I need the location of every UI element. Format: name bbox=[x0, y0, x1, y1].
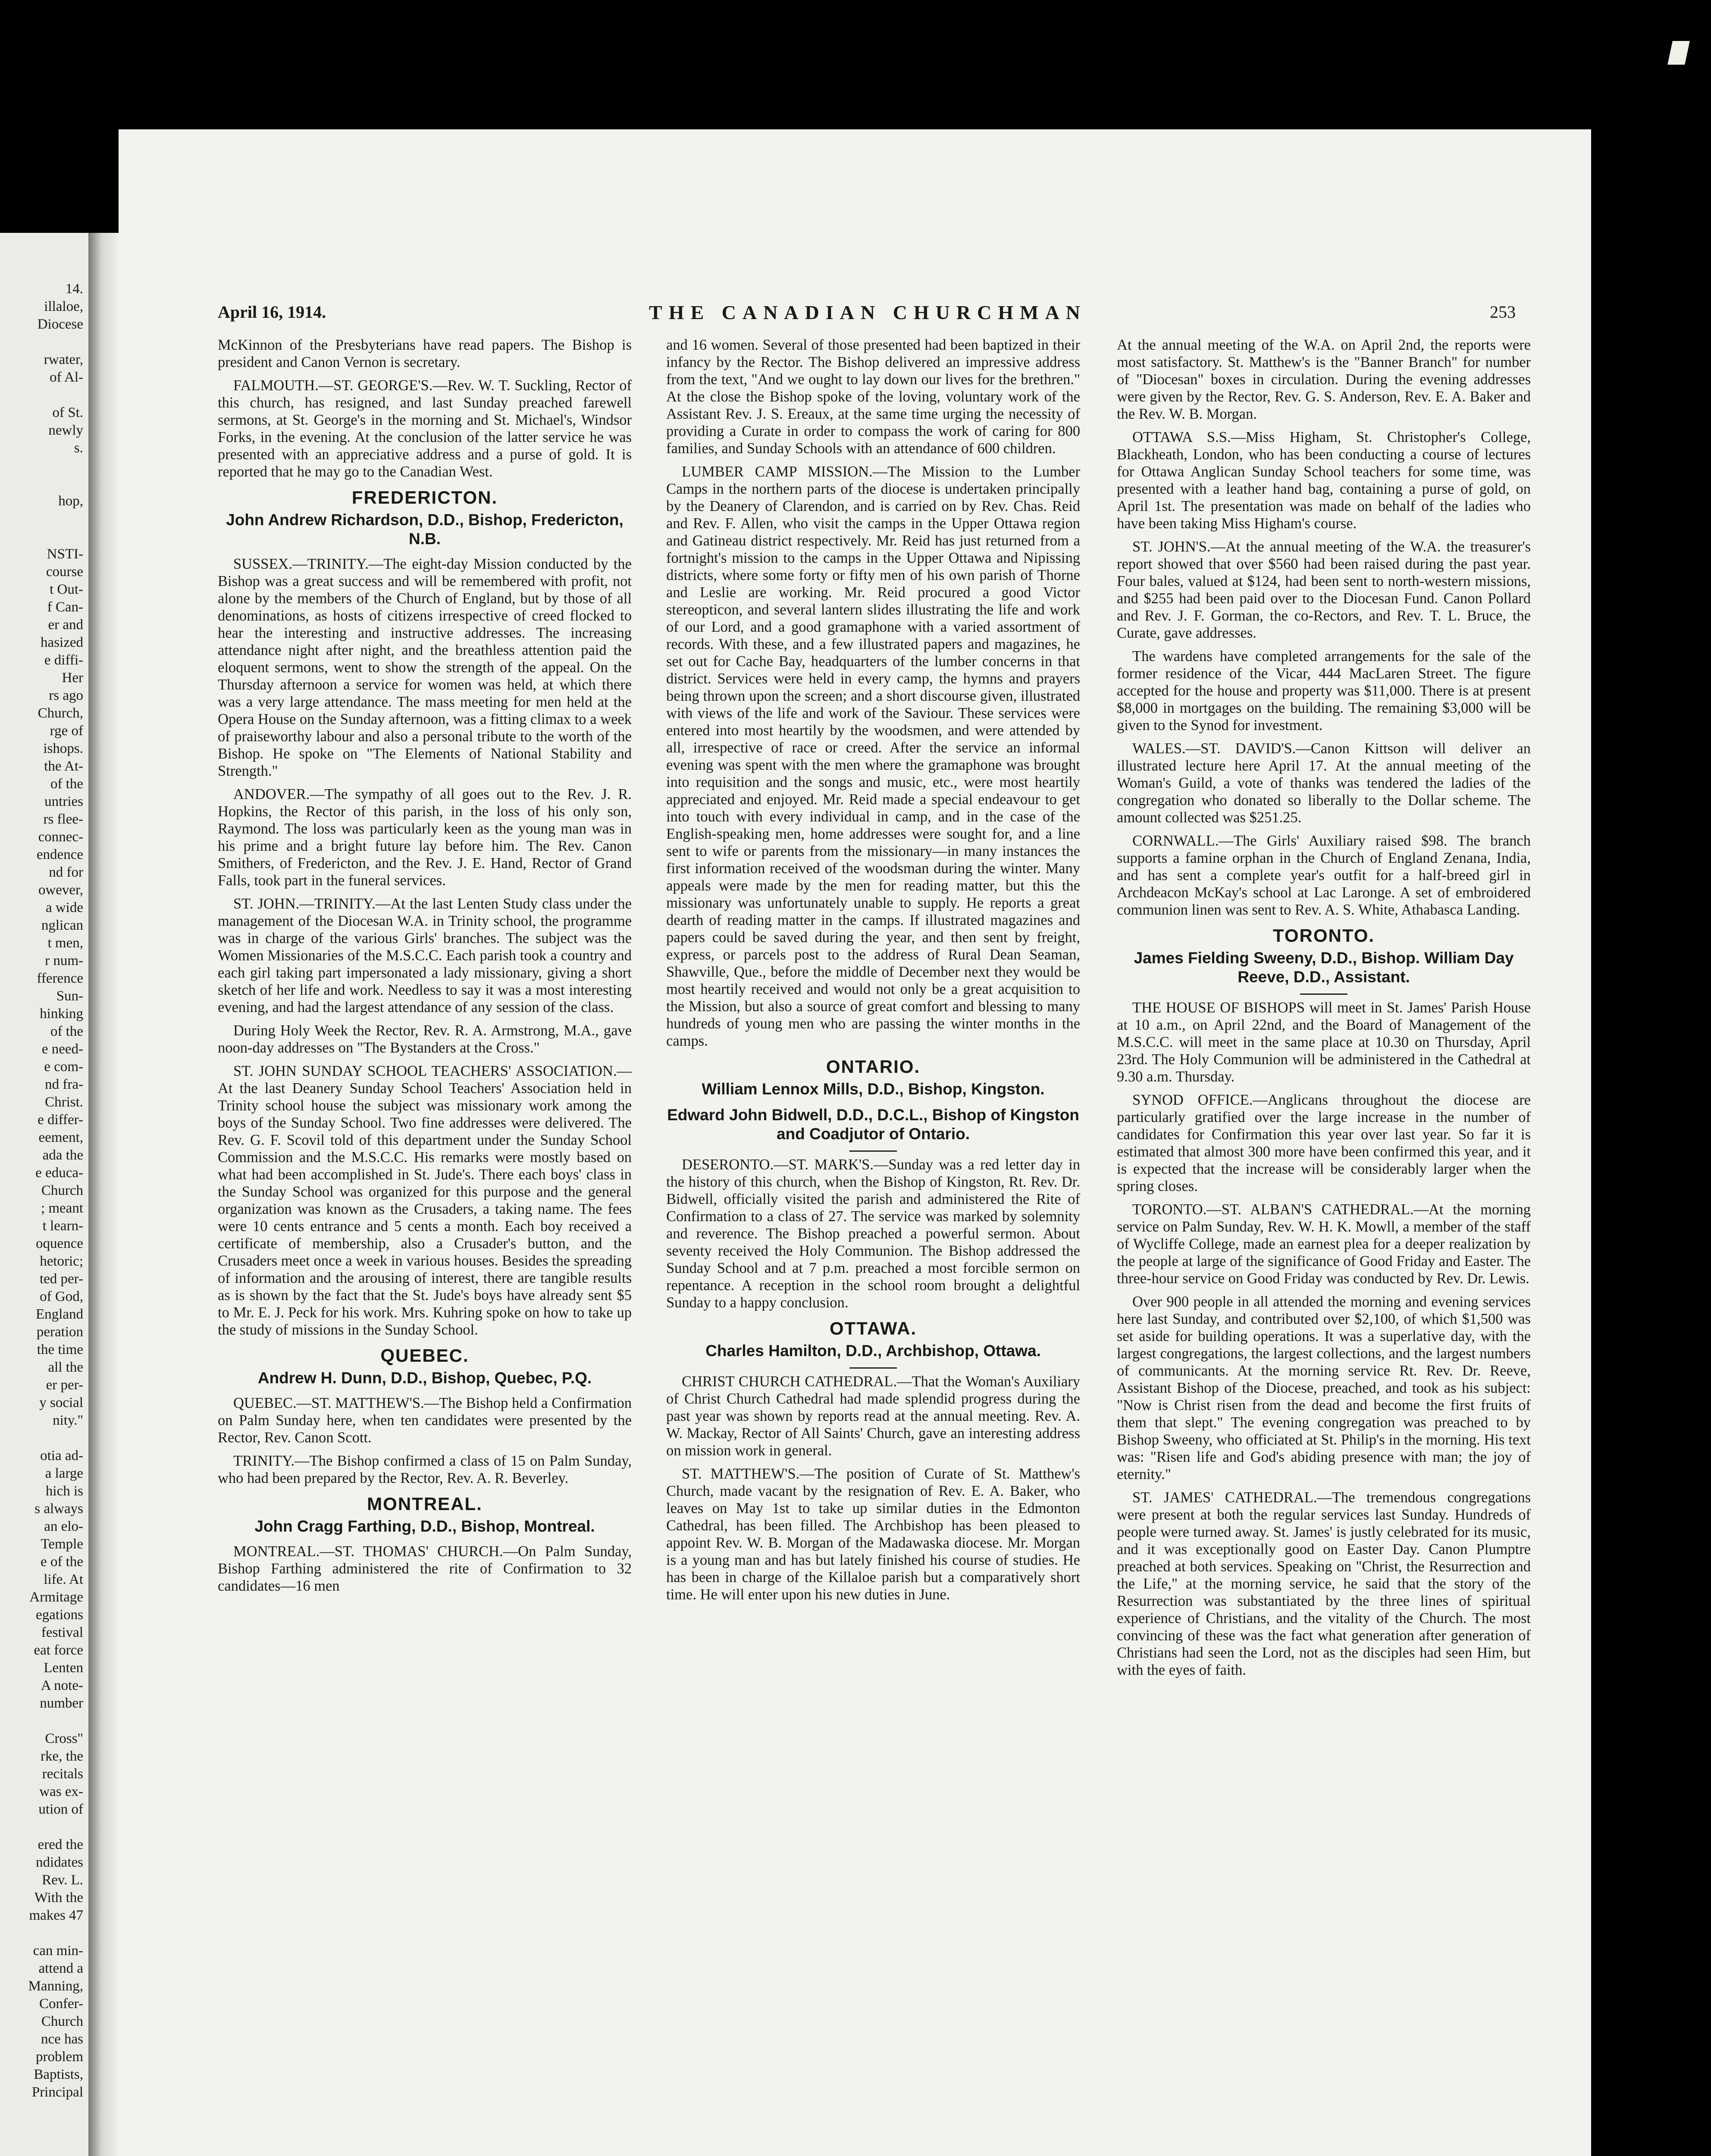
paragraph: QUEBEC.—ST. MATTHEW'S.—The Bishop held a Confirmation on Palm Sunday here, when ten candidates were presented by the Rector, Rev. Canon Scott. bbox=[218, 1395, 632, 1446]
section-heading-ottawa: OTTAWA. bbox=[829, 1318, 917, 1338]
paragraph: THE HOUSE OF BISHOPS will meet in St. James' Parish House at 10 a.m., on April 22nd, and the Board of Management of the M.S.C.C. will meet in the same place at 10.30 on Thursday, April 23rd. The Holy Communion will be administered in the Cathedral at 9.30 a.m. Thursday. bbox=[1117, 1000, 1531, 1085]
section-heading-ontario: ONTARIO. bbox=[826, 1056, 921, 1077]
paragraph: ANDOVER.—The sympathy of all goes out to the Rev. J. R. Hopkins, the Rector of this parish, in the loss of his only son, Raymond. The loss was particularly keen as the young man was in his prime and a bright future lay before him. The Rev. Canon Smithers, of Fredericton, and the Rev. J. E. Hand, Rector of Grand Falls, took part in the funeral services. bbox=[218, 786, 632, 889]
paragraph: LUMBER CAMP MISSION.—The Mission to the Lumber Camps in the northern parts of the diocese is undertaken principally by the Deanery of Clarendon, and is carried on by Rev. Chas. Reid and Rev. F. Allen, who visit the camps in the Upper Ottawa region and Gatineau district respectively. Mr. Reid has just returned from a fortnight's mission to the camps in the Upper Ottawa and Nipissing districts, where some forty or fifty men of his own parish of Thorne and Leslie are working. Mr. Reid procured a good Victor stereopticon, and several lantern slides illustrating the life and work of our Lord, and a good gramaphone with a varied assortment of records. With these, and a few illustrated papers and magazines, he set out for Cache Bay, headquarters of the lumber concerns in that district. Services were held in every camp, the hymns and prayers being thrown upon the screen; and a short discourse given, illustrated with views of the life and work of the Saviour. These services were entered into most heartily by the woodsmen, and were attended by all, irrespective of race or creed. After the service an informal evening was spent with the men where the gramaphone was brought into requisition and the songs and music, etc., were most heartily appreciated and enjoyed. Mr. Reid made a special endeavour to get into touch with every individual in camp, and in the case of the English-speaking men, home addresses were sought for, and a line sent to wife or parents from the missionary—in many instances the first information received of the woodsman during the winter. Many appeals were made by the men for reading matter, but this the missionary was unfortunately unable to supply. He reports a great dearth of reading matter in the camps. If illustrated magazines and papers could be saved during the year, and then sent by freight, express, or parcels post to the address of Rural Dean Seaman, Shawville, Que., before the middle of December next they would be most heartily received and would not only be a great acquisition to the Mission, but also a source of great comfort and blessing to many hundreds of young men who are passing the winter months in the camps. bbox=[666, 464, 1080, 1049]
paragraph: ST. JAMES' CATHEDRAL.—The tremendous congregations were present at both the regular services last Sunday. Hundreds of people were turned away. St. James' is justly celebrated for its music, and it was exceptionally good on Easter Day. Canon Plumptre preached at both services. Speaking on "Christ, the Resurrection and the Life," at the morning service, he said that the story of the Resurrection was substantiated by the three lines of spiritual experience of Christians, and the vitality of the Church. The most convincing of these was the fact what generation after generation of Christians had seen the Lord, not as the disciples had seen Him, but with the eyes of faith. bbox=[1117, 1489, 1531, 1678]
paragraph: MONTREAL.—ST. THOMAS' CHURCH.—On Palm Sunday, Bishop Farthing administered the rite of Confirmation to 32 candidates—16 men bbox=[218, 1543, 632, 1594]
paragraph: TORONTO.—ST. ALBAN'S CATHEDRAL.—At the morning service on Palm Sunday, Rev. W. H. K. Mowll, a member of the staff of Wycliffe College, made an earnest plea for a deeper realization by the people at large of the significance of Good Friday and Easter. The three-hour service on Good Friday was conducted by Rev. Dr. Lewis. bbox=[1117, 1201, 1531, 1287]
paragraph: ST. JOHN SUNDAY SCHOOL TEACHERS' ASSOCIATION.—At the last Deanery Sunday School Teachers' Association held in Trinity school house the subject was missionary work among the boys of the Sunday School. Two fine addresses were delivered. The Rev. G. F. Scovil told of this department under the Sunday School Commission and the M.S.C.C. His remarks were mostly based on what had been accomplished in St. Jude's. There each boys' class in the Sunday School was organized for this purpose and the general organization was known as the Crusaders, a taking name. The fees were 10 cents entrance and 5 cents a month. Each boy received a certificate of membership, also a Crusader's button, and the Crusaders meet once a week in various houses. Besides the spreading of information and the arousing of interest, there are tangible results as is shown by the fact that the St. Jude's boys have already sent $5 to Mr. E. J. Peck for his work. Mrs. Kuhring spoke on how to take up the study of missions in the Sunday School. bbox=[218, 1063, 632, 1338]
bishop-line: James Fielding Sweeny, D.D., Bishop. William Day Reeve, D.D., Assistant. bbox=[1134, 949, 1514, 986]
paragraph: The wardens have completed arrangements for the sale of the former residence of the Vicar, 444 MacLaren Street. The figure accepted for the house and property was $11,000. There is at present $8,000 in mortgages on the building. The remaining $3,000 will be given to the Synod for investment. bbox=[1117, 648, 1531, 733]
paragraph: DESERONTO.—ST. MARK'S.—Sunday was a red letter day in the history of this church, when the Bishop of Kingston, Rt. Rev. Dr. Bidwell, officially visited the parish and administered the Rite of Confirmation to a class of 27. The service was marked by solemnity and reverence. The Bishop preached a powerful sermon. About seventy received the Holy Communion. The Bishop addressed the Sunday School and at 7 p.m. preached a most forcible sermon on repentance. A reception in the school room brought a delightful Sunday to a happy conclusion. bbox=[666, 1156, 1080, 1311]
section-heading-toronto: TORONTO. bbox=[1272, 925, 1375, 946]
bishop-line: William Lennox Mills, D.D., Bishop, Kingston. bbox=[702, 1080, 1045, 1098]
corner-mark bbox=[1667, 41, 1690, 65]
facing-page-text: 14. illaloe, Diocese rwater, of Al- of St. newly s. hop, NSTI- course t Out- f Can- er and hasized e diffi- Her rs ago Church, rge of ishops. the At- of the untries rs flee- connec- endence nd for owever, a wide nglican t men, r num- fference Sun- hinking of the e need- e com- nd fra- Christ. e differ- eement, ada the e educa- Church ; meant t learn- oquence hetoric; ted per- of God, England peration the time all the er per- y social nity." otia ad- a large hich is s always an elo- Temple e of the life. At Armitage egations festival eat force Lenten A note- number Cross" rke, the recitals was ex- ution of ered the ndidates Rev. L. With the makes 47 can min- attend a Manning, Confer- Church nce has problem Baptists, Principal bbox=[28, 281, 83, 2100]
section-heading-quebec: QUEBEC. bbox=[380, 1345, 469, 1366]
paragraph: ST. JOHN'S.—At the annual meeting of the W.A. the treasurer's report showed that over $560 had been raised during the past year. Four bales, valued at $124, had been sent to north-western missions, and $255 had been paid over to the Diocesan Fund. Canon Pollard and Rev. J. F. Gorman, the co-Rectors, and Rev. T. L. Bruce, the Curate, gave addresses. bbox=[1117, 539, 1531, 641]
column-2 bbox=[666, 336, 1080, 1609]
paragraph: ST. MATTHEW'S.—The position of Curate of St. Matthew's Church, made vacant by the resignation of Rev. E. A. Baker, who leaves on May 1st to take up similar duties in the Edmonton Cathedral, has been filled. The Archbishop has been pleased to appoint Rev. W. B. Morgan of the Madawaska diocese. Mr. Morgan is a young man and has but lately finished his course of studies. He has been in charge of the Killaloe parish but a comparatively short time. He will enter upon his new duties in June. bbox=[666, 1466, 1080, 1603]
publication-title: THE CANADIAN CHURCHMAN bbox=[649, 301, 1087, 323]
newspaper-page bbox=[119, 129, 1591, 2156]
bishop-line: Charles Hamilton, D.D., Archbishop, Ottawa. bbox=[705, 1342, 1041, 1360]
column-3 bbox=[1117, 336, 1531, 1685]
page-number: 253 bbox=[1490, 302, 1516, 322]
bishop-line: John Cragg Farthing, D.D., Bishop, Montreal. bbox=[254, 1517, 595, 1535]
page-gutter bbox=[88, 233, 119, 2156]
paragraph: and 16 women. Several of those presented had been baptized in their infancy by the Rector. The Bishop delivered an impressive address from the text, "And we ought to lay down our lives for the brethren." At the close the Bishop spoke of the loving, voluntary work of the Assistant Rev. J. S. Ereaux, at the same time urging the necessity of providing a Curate in order to compass the work of caring for 800 families, and Sunday Schools with an attendance of 600 children. bbox=[666, 337, 1080, 457]
paragraph: During Holy Week the Rector, Rev. R. A. Armstrong, M.A., gave noon-day addresses on "The Bystanders at the Cross." bbox=[218, 1022, 632, 1056]
section-rule bbox=[849, 1367, 897, 1369]
paragraph: TRINITY.—The Bishop confirmed a class of 15 on Palm Sunday, who had been prepared by the Rector, Rev. A. R. Beverley. bbox=[218, 1453, 632, 1486]
paragraph: WALES.—ST. DAVID'S.—Canon Kittson will deliver an illustrated lecture here April 17. At the annual meeting of the Woman's Guild, a vote of thanks was tendered the ladies of the congregation who donated so liberally to the Dollar scheme. The amount collected was $251.25. bbox=[1117, 740, 1531, 826]
paragraph: ST. JOHN.—TRINITY.—At the last Lenten Study class under the management of the Diocesan W.A. in Trinity school, the programme was in charge of the various Girls' branches. The subject was the Women Missionaries of the M.S.C.C. Each parish took a country and each girl taking part impersonated a lady missionary, giving a short sketch of her life and work. Needless to say it was a most interesting evening, and had the largest attendance of any session of the class. bbox=[218, 896, 632, 1015]
bishop-line: Andrew H. Dunn, D.D., Bishop, Quebec, P.Q. bbox=[257, 1369, 592, 1387]
paragraph: At the annual meeting of the W.A. on April 2nd, the reports were most satisfactory. St. Matthew's is the "Banner Branch" for number of "Diocesan" boxes in circulation. During the evening addresses were given by the Rector, Rev. G. S. Anderson, Rev. E. A. Baker and the Rev. W. B. Morgan. bbox=[1117, 337, 1531, 422]
bishop-line: John Andrew Richardson, D.D., Bishop, Fredericton, N.B. bbox=[226, 511, 624, 548]
paragraph: OTTAWA S.S.—Miss Higham, St. Christopher's College, Blackheath, London, who has been conducting a course of lectures for Ottawa Anglican Sunday School teachers for some time, was presented with a leather hand bag, containing a purse of gold, on April 1st. The presentation was made on behalf of the ladies who have been taking Miss Higham's course. bbox=[1117, 429, 1531, 532]
facing-page-strip bbox=[0, 233, 88, 2156]
paragraph: SYNOD OFFICE.—Anglicans throughout the diocese are particularly gratified over the large increase in the number of candidates for Confirmation this year over last year. So far it is estimated that almost 300 more have been confirmed this year, and it is expected that the increase will be considerably larger when the spring closes. bbox=[1117, 1092, 1531, 1194]
section-rule bbox=[849, 1150, 897, 1152]
paragraph: Over 900 people in all attended the morning and evening services here last Sunday, and contributed over $2,100, of which $1,500 was set aside for building operations. It was a superlative day, with the largest congregations, the largest collections, and the largest numbers of communicants. At the morning service Rt. Rev. Dr. Reeve, Assistant Bishop of the Diocese, preached, and took as his subject: "Now is Christ risen from the dead and become the first fruits of them that slept." The evening congregation was preached to by Bishop Sweeny, who officiated at St. Philip's in the morning. His text was: "Risen life and God's abiding presence with man; the joy of eternity." bbox=[1117, 1294, 1531, 1482]
column-1 bbox=[218, 336, 632, 1601]
paragraph: McKinnon of the Presbyterians have read papers. The Bishop is president and Canon Vernon is secretary. bbox=[218, 337, 632, 370]
paragraph: CORNWALL.—The Girls' Auxiliary raised $98. The branch supports a famine orphan in the Church of England Zenana, India, and has sent a complete year's outfit for a half-breed girl in Archdeacon McKay's school at Lac Laronge. A set of embroidered communion linen was sent to Rev. A. S. White, Athabasca Landing. bbox=[1117, 833, 1531, 918]
paragraph: SUSSEX.—TRINITY.—The eight-day Mission conducted by the Bishop was a great success and will be remembered with profit, not alone by the members of the Church of England, but by those of all denominations, as hosts of citizens irrespective of creed flocked to hear the interesting and instructive addresses. The increasing attendance night after night, and the breathless attention paid the eloquent sermons, went to show the strength of the appeal. On the Thursday afternoon a service for women was held, at which there was a very large attendance. The mass meeting for men held at the Opera House on the Sunday afternoon, was a fitting climax to a week of praiseworthy labour and also a personal tribute to the worth of the Bishop. He spoke on "The Elements of National Stability and Strength." bbox=[218, 556, 632, 779]
bishop-line: Edward John Bidwell, D.D., D.C.L., Bishop of Kingston and Coadjutor of Ontario. bbox=[667, 1106, 1079, 1143]
issue-date: April 16, 1914. bbox=[218, 302, 326, 322]
section-rule bbox=[1300, 993, 1347, 995]
page-header bbox=[218, 301, 1516, 332]
paragraph: FALMOUTH.—ST. GEORGE'S.—Rev. W. T. Suckling, Rector of this church, has resigned, and last Sunday preached farewell sermons, at St. George's in the morning and St. Michael's, Windsor Forks, in the evening. At the conclusion of the latter service he was presented with an appreciative address and a purse of gold. It is reported that he may go to the Canadian West. bbox=[218, 377, 632, 480]
section-heading-fredericton: FREDERICTON. bbox=[351, 487, 498, 508]
paragraph: CHRIST CHURCH CATHEDRAL.—That the Woman's Auxiliary of Christ Church Cathedral had made splendid progress during the past year was shown by reports read at the annual meeting. Rev. A. W. Mackay, Rector of All Saints' Church, gave an interesting address on mission work in general. bbox=[666, 1373, 1080, 1459]
section-heading-montreal: MONTREAL. bbox=[367, 1494, 483, 1514]
